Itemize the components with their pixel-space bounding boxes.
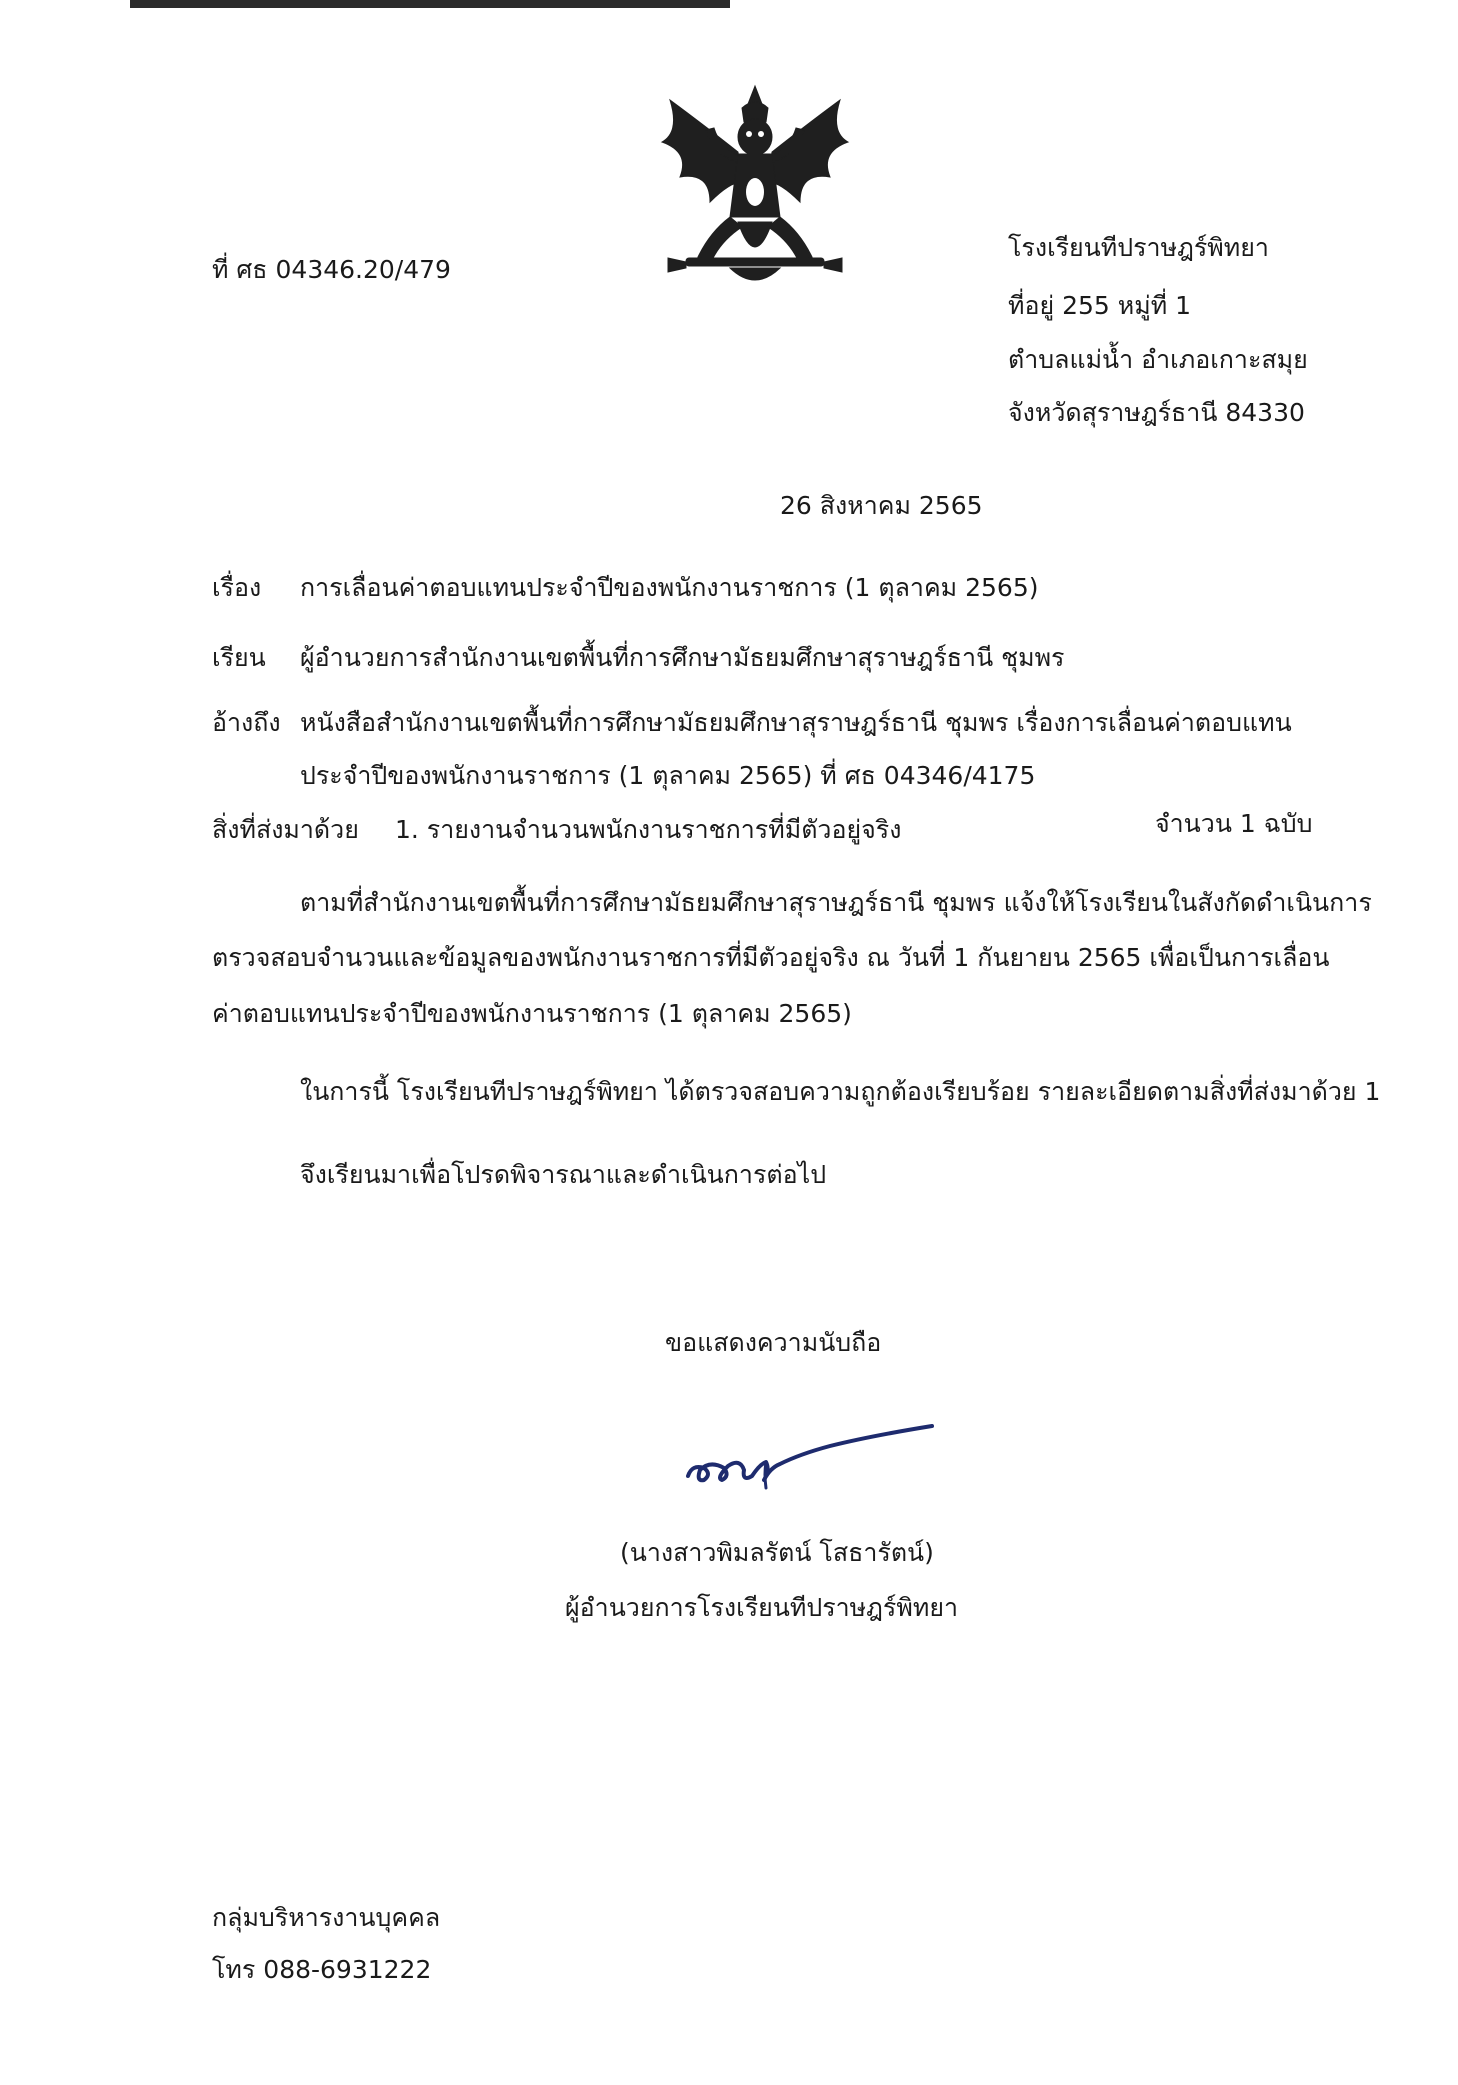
enclosure-item: 1. รายงานจำนวนพนักงานราชการที่มีตัวอยู่จริง — [395, 815, 902, 844]
garuda-emblem — [650, 82, 860, 292]
reference-line2: ประจำปีของพนักงานราชการ (1 ตุลาคม 2565) ที่ ศธ 04346/4175 — [300, 761, 1036, 790]
sender-address-line1: ที่อยู่ 255 หมู่ที่ 1 — [1008, 291, 1192, 320]
scan-top-edge — [130, 0, 730, 8]
signature — [670, 1418, 950, 1498]
reference-label: อ้างถึง — [212, 708, 281, 737]
footer-phone: โทร 088-6931222 — [212, 1955, 432, 1984]
footer-department: กลุ่มบริหารงานบุคคล — [212, 1903, 441, 1932]
enclosure-label: สิ่งที่ส่งมาด้วย — [212, 815, 359, 844]
recipient-text: ผู้อำนวยการสำนักงานเขตพื้นที่การศึกษามัธยมศึกษาสุราษฎร์ธานี ชุมพร — [300, 643, 1065, 672]
document-number: ที่ ศธ 04346.20/479 — [212, 255, 451, 284]
recipient-label: เรียน — [212, 643, 266, 672]
body-paragraph2: ในการนี้ โรงเรียนทีปราษฎร์พิทยา ได้ตรวจสอบความถูกต้องเรียบร้อย รายละเอียดตามสิ่งที่ส่งมาด้วย 1 — [300, 1077, 1381, 1106]
body-paragraph1-line2: ตรวจสอบจำนวนและข้อมูลของพนักงานราชการที่มีตัวอยู่จริง ณ วันที่ 1 กันยายน 2565 เพื่อเป็นการเลื่อน — [212, 943, 1330, 972]
body-paragraph1-line1: ตามที่สำนักงานเขตพื้นที่การศึกษามัธยมศึกษาสุราษฎร์ธานี ชุมพร แจ้งให้โรงเรียนในสังกัดดำเนินการ — [300, 888, 1372, 917]
letter-date: 26 สิงหาคม 2565 — [780, 491, 983, 520]
closing-phrase: ขอแสดงความนับถือ — [665, 1328, 882, 1357]
body-paragraph3: จึงเรียนมาเพื่อโปรดพิจารณาและดำเนินการต่อไป — [300, 1160, 827, 1189]
body-paragraph1-line3: ค่าตอบแทนประจำปีของพนักงานราชการ (1 ตุลาคม 2565) — [212, 999, 852, 1028]
subject-label: เรื่อง — [212, 573, 262, 602]
subject-text: การเลื่อนค่าตอบแทนประจำปีของพนักงานราชการ (1 ตุลาคม 2565) — [300, 573, 1039, 602]
signer-position: ผู้อำนวยการโรงเรียนทีปราษฎร์พิทยา — [565, 1593, 959, 1622]
enclosure-count: จำนวน 1 ฉบับ — [1155, 809, 1313, 838]
sender-address-line3: จังหวัดสุราษฎร์ธานี 84330 — [1008, 398, 1305, 427]
sender-name: โรงเรียนทีปราษฎร์พิทยา — [1008, 233, 1269, 262]
reference-line1: หนังสือสำนักงานเขตพื้นที่การศึกษามัธยมศึกษาสุราษฎร์ธานี ชุมพร เรื่องการเลื่อนค่าตอบแทน — [300, 708, 1292, 737]
sender-address-line2: ตำบลแม่น้ำ อำเภอเกาะสมุย — [1008, 345, 1308, 374]
signer-name: (นางสาวพิมลรัตน์ โสธารัตน์) — [620, 1538, 934, 1567]
